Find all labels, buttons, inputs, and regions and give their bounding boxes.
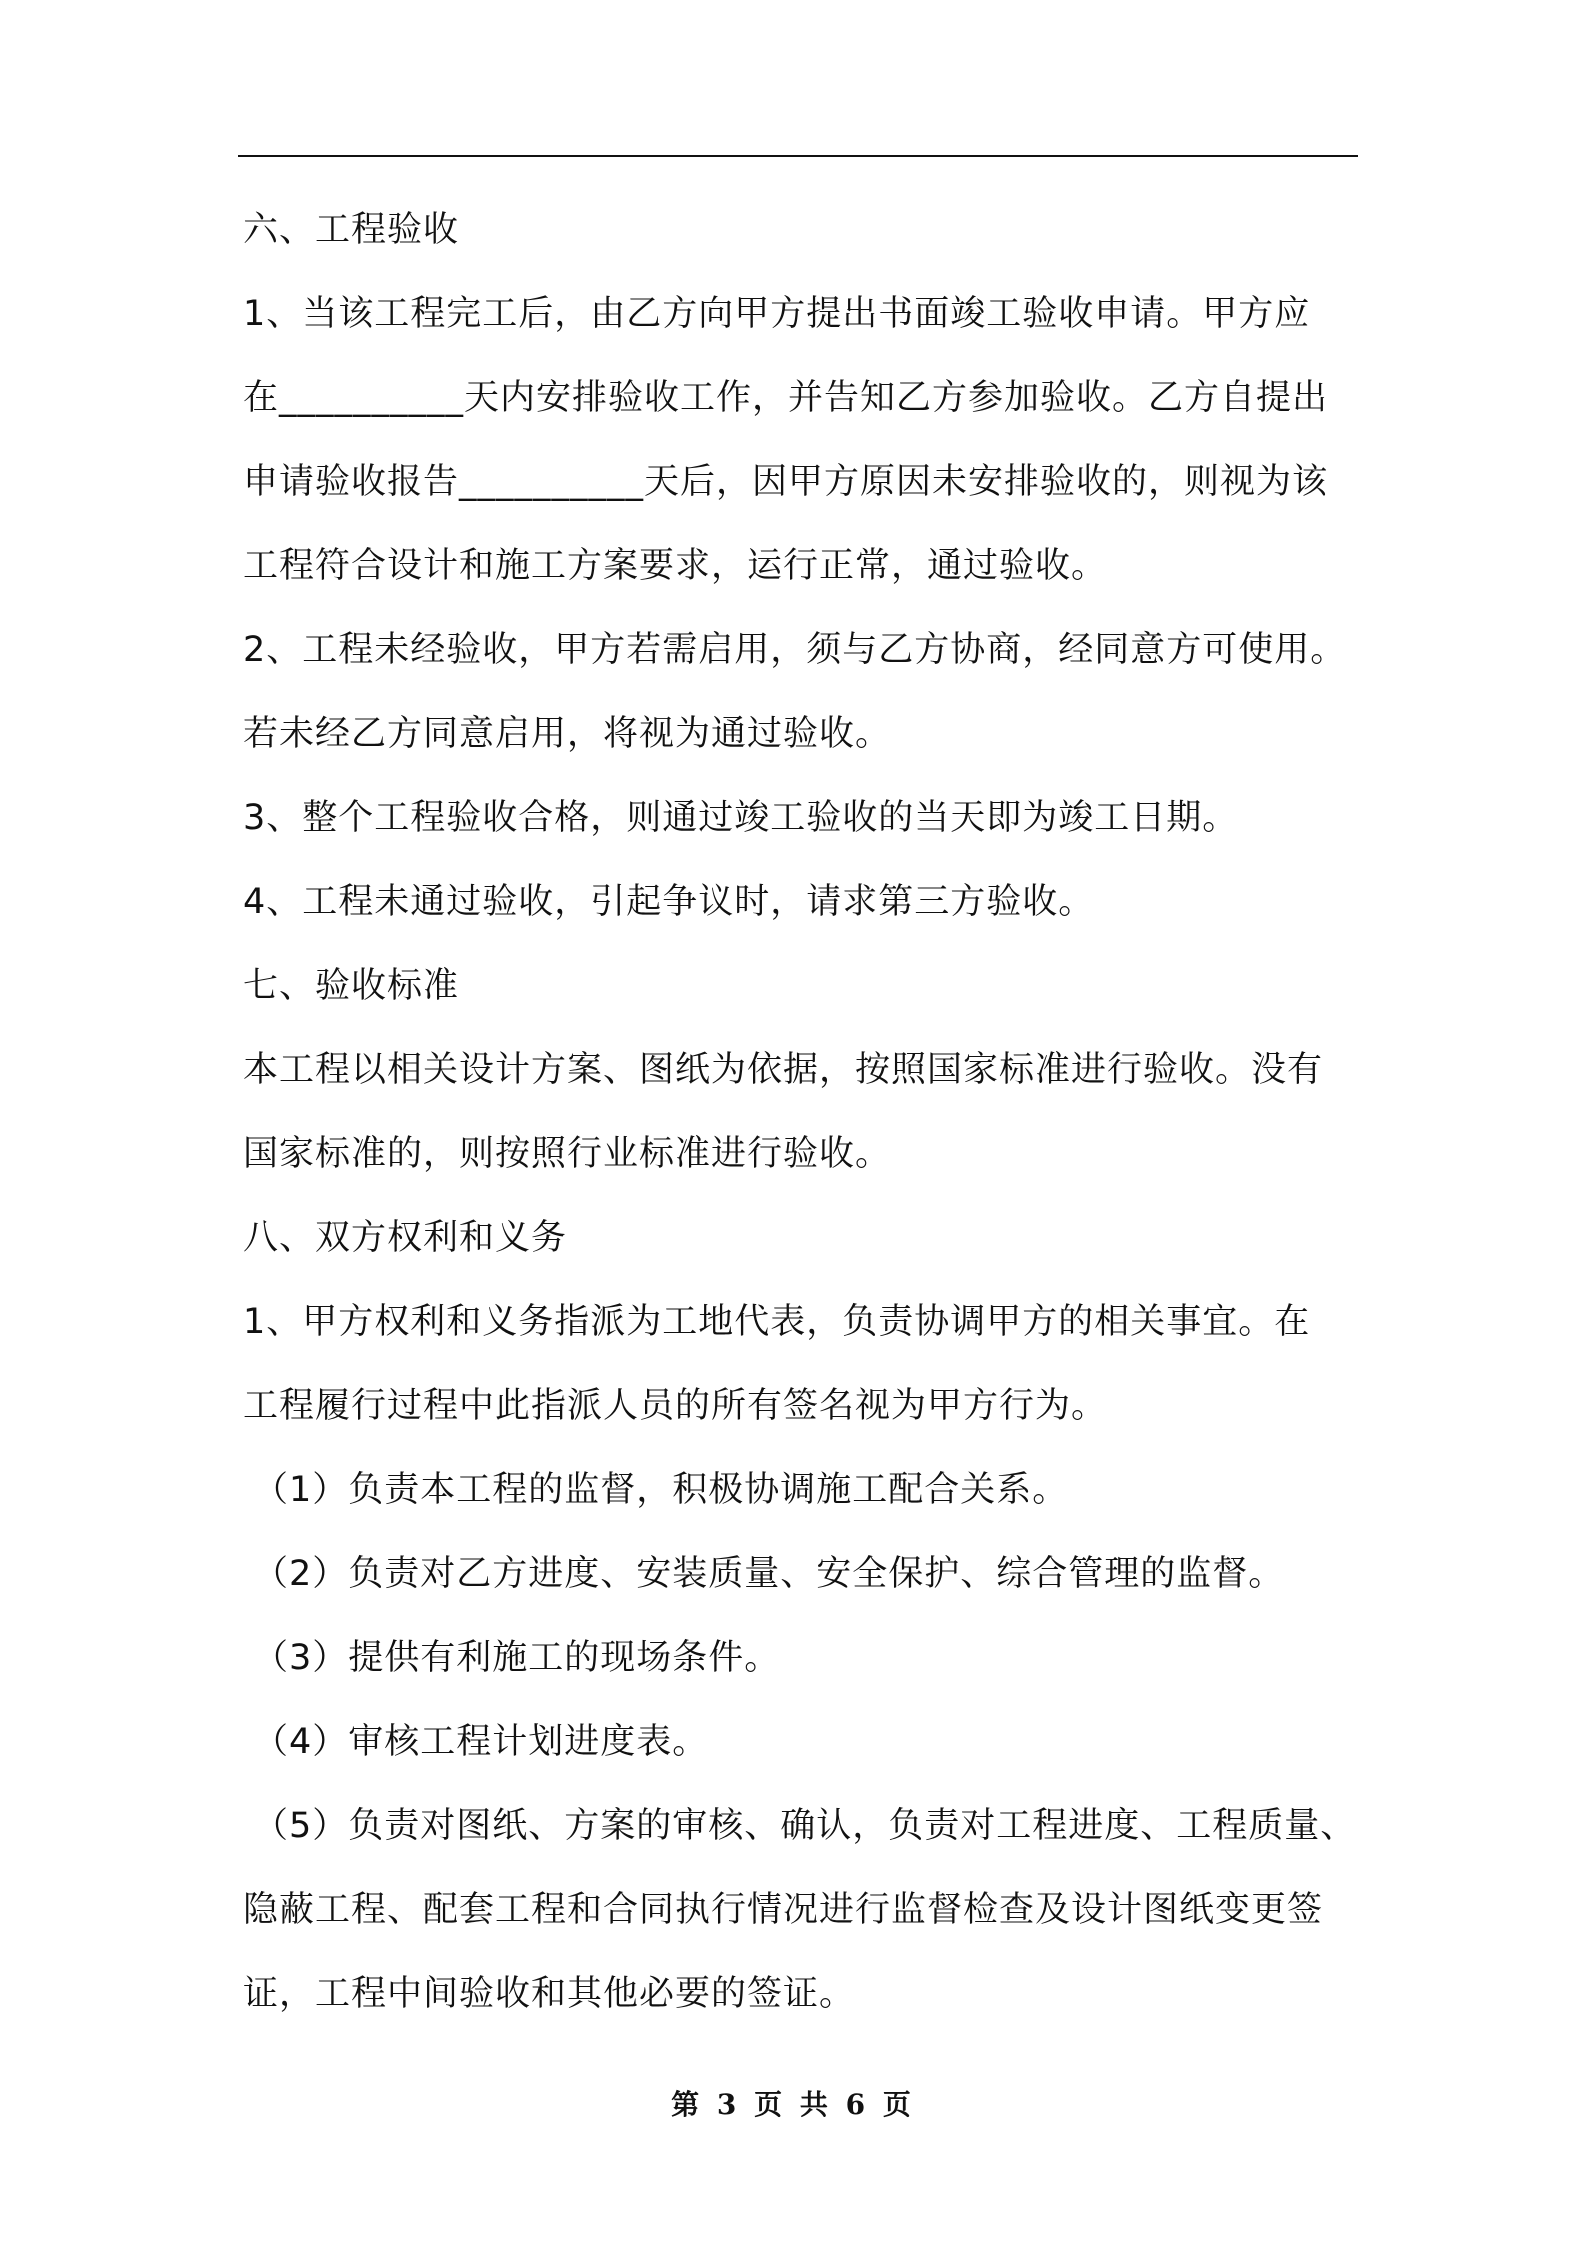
paragraph-line: 国家标准的，则按照行业标准进行验收。 — [243, 1134, 892, 1174]
paragraph-line: 本工程以相关设计方案、图纸为依据，按照国家标准进行验收。没有 — [243, 1050, 1324, 1090]
list-item: （5）负责对图纸、方案的审核、确认，负责对工程进度、工程质量、 — [253, 1806, 1357, 1846]
list-item: （3）提供有利施工的现场条件。 — [253, 1638, 781, 1678]
paragraph-line: 1、当该工程完工后，由乙方向甲方提出书面竣工验收申请。甲方应 — [243, 294, 1311, 334]
paragraph-line: 3、整个工程验收合格，则通过竣工验收的当天即为竣工日期。 — [243, 798, 1239, 838]
paragraph-line: 2、工程未经验收，甲方若需启用，须与乙方协商，经同意方可使用。 — [243, 630, 1347, 670]
paragraph-line: 4、工程未通过验收，引起争议时，请求第三方验收。 — [243, 882, 1095, 922]
page-number: 第 3 页 共 6 页 — [671, 2088, 915, 2121]
paragraph-line: 工程履行过程中此指派人员的所有签名视为甲方行为。 — [243, 1386, 1108, 1426]
list-item: （1）负责本工程的监督，积极协调施工配合关系。 — [253, 1470, 1069, 1510]
section-heading-standards: 七、验收标准 — [243, 966, 460, 1006]
paragraph-line: 1、甲方权利和义务指派为工地代表，负责协调甲方的相关事宜。在 — [243, 1302, 1311, 1342]
list-item: （2）负责对乙方进度、安装质量、安全保护、综合管理的监督。 — [253, 1554, 1285, 1594]
section-heading-acceptance: 六、工程验收 — [243, 210, 460, 250]
document-body — [243, 188, 1373, 2036]
paragraph-line: 工程符合设计和施工方案要求，运行正常，通过验收。 — [243, 546, 1108, 586]
paragraph-line: 证，工程中间验收和其他必要的签证。 — [243, 1974, 856, 2014]
paragraph-line: 隐蔽工程、配套工程和合同执行情况进行监督检查及设计图纸变更签 — [243, 1890, 1324, 1930]
paragraph-line: 申请验收报告__________天后，因甲方原因未安排验收的，则视为该 — [243, 462, 1329, 502]
section-heading-rights: 八、双方权利和义务 — [243, 1218, 568, 1258]
paragraph-line: 若未经乙方同意启用，将视为通过验收。 — [243, 714, 892, 754]
paragraph-line: 在__________天内安排验收工作，并告知乙方参加验收。乙方自提出 — [243, 378, 1329, 418]
list-item: （4）审核工程计划进度表。 — [253, 1722, 709, 1762]
header-rule — [238, 155, 1358, 157]
